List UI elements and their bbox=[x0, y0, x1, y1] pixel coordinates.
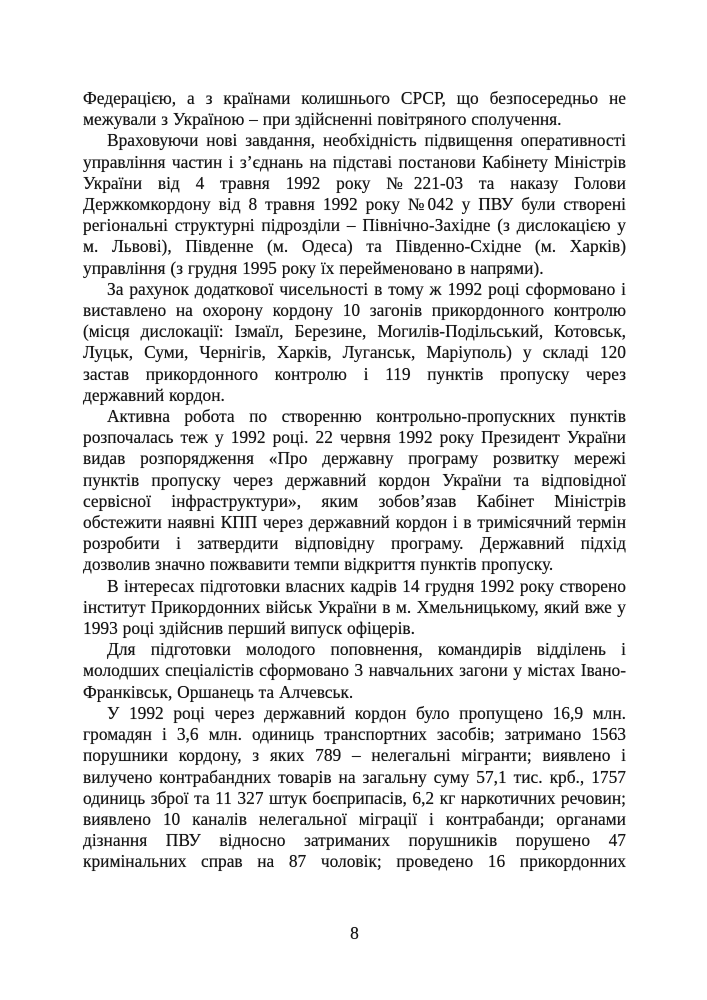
body-text bbox=[83, 88, 626, 873]
paragraph-5: В інтересах підготовки власних кадрів 14 грудня 1992 року створено інститут Прикордонних військ України в м. Хмельницькому, який вже у 1993 році здійснив перший випуск офіцерів. bbox=[83, 575, 626, 639]
paragraph-1: Федерацією, а з країнами колишнього СРСР, що безпосередньо не межували з Україною – при здійсненні повітряного сполучення. bbox=[83, 88, 626, 130]
page-number: 8 bbox=[350, 923, 359, 943]
paragraph-7: У 1992 році через державний кордон було пропущено 16,9 млн. громадян і 3,6 млн. одиниць транспортних засобів; затримано 1563 порушники кордону, з яких 789 – нелегальні мігранти; виявлено і вилучено контрабандних товарів на загальну суму 57,1 тис. крб., 1757 одиниць зброї та 11 327 штук боєприпасів, 6,2 кг наркотичних речовин; виявлено 10 каналів нелегальної міграції і контрабанди; органами дізнання ПВУ відносно затриманих порушників порушено 47 кримінальних справ на 87 чоловік; проведено 16 прикордонних bbox=[83, 702, 626, 872]
paragraph-2: Враховуючи нові завдання, необхідність підвищення оперативності управління частин і з’єднань на підставі постанови Кабінету Міністрів України від 4 травня 1992 року №221-03 та наказу Голови Держкомкордону від 8 травня 1992 року №042 у ПВУ були створені регіональні структурні підрозділи – Північно-Західне (з дислокацією у м. Львові), Південне (м. Одеса) та Південно-Східне (м. Харків) управління (з грудня 1995 року їх перейменовано в напрями). bbox=[83, 130, 626, 278]
paragraph-4: Активна робота по створенню контрольно-пропускних пунктів розпочалась теж у 1992 році. 22 червня 1992 року Президент України видав розпорядження «Про державну програму розвитку мережі пунктів пропуску через державний кордон України та відповідної сервісної інфраструктури», яким зобов’язав Кабінет Міністрів обстежити наявні КПП через державний кордон і в тримісячний термін розробити і затвердити відповідну програму. Державний підхід дозволив значно пожвавити темпи відкриття пунктів пропуску. bbox=[83, 406, 626, 575]
paragraph-6: Для підготовки молодого поповнення, командирів відділень і молодших спеціалістів сформовано 3 навчальних загони у містах Івано-Франківськ, Оршанець та Алчевськ. bbox=[83, 639, 626, 702]
paragraph-3: За рахунок додаткової чисельності в тому ж 1992 році сформовано і виставлено на охорону кордону 10 загонів прикордонного контролю (місця дислокації: Ізмаїл, Березине, Могилів-Подільський, Котовськ, Луцьк, Суми, Чернігів, Харків, Луганськ, Маріуполь) у складі 120 застав прикордонного контролю і 119 пунктів пропуску через державний кордон. bbox=[83, 278, 626, 405]
